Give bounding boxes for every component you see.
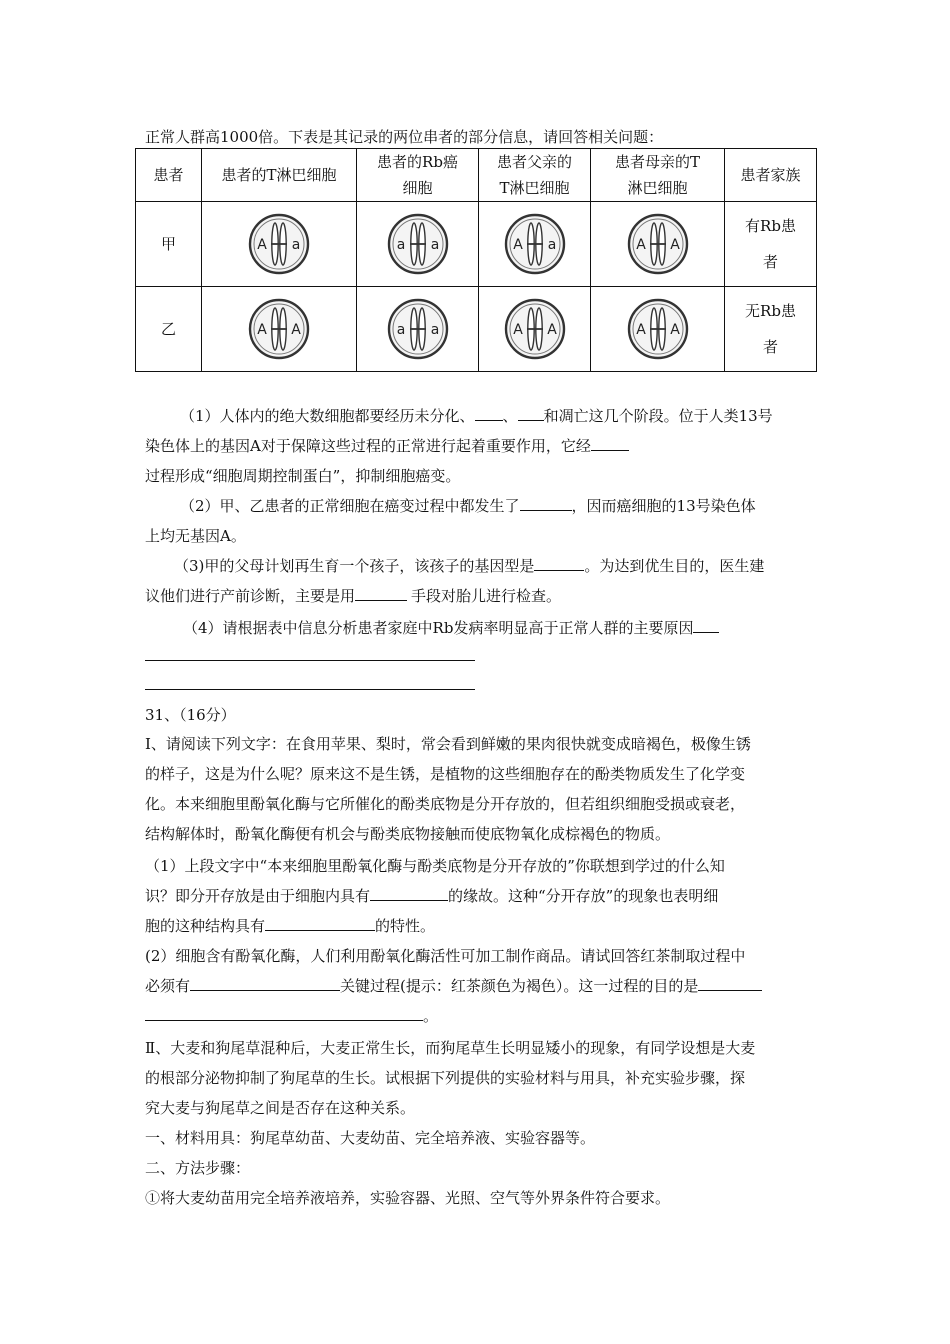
answer-blank[interactable]: [534, 556, 584, 571]
header-cell: 患者父亲的 T淋巴细胞: [479, 149, 591, 202]
cell-svg: [386, 297, 450, 361]
q31-p1-line: 结构解体时，酚氧化酶便有机会与酚类底物接触而使底物氧化成棕褐色的物质。: [145, 825, 671, 843]
step-1: ①将大麦幼苗用完全培养液培养，实验容器、光照、空气等外界条件符合要求。: [145, 1189, 671, 1207]
answer-blank[interactable]: [693, 618, 719, 633]
answer-blank[interactable]: [265, 916, 375, 931]
q31-p1-line: Ⅰ、请阅读下列文字：在食用苹果、梨时，常会看到鲜嫩的果肉很快就变成暗褐色，极像生锈: [145, 735, 751, 753]
cell-diagram: [479, 287, 590, 371]
header-cell: 患者的Rb癌 细胞: [357, 149, 479, 202]
answer-line[interactable]: [145, 660, 475, 661]
header-cell: 患者的T淋巴细胞: [202, 149, 357, 202]
allele-label: A: [635, 322, 646, 338]
q31-s1-line2: 识？即分开存放是由于细胞内具有 的缘故。这种“分开存放”的现象也表明细: [145, 887, 719, 905]
q3-line2: 议他们进行产前诊断，主要是用 手段对胎儿进行检查。: [145, 587, 562, 605]
allele-label: A: [669, 237, 680, 253]
allele-label: A: [669, 322, 680, 338]
allele-label: A: [512, 322, 523, 338]
method-title: 二、方法步骤：: [145, 1159, 251, 1177]
q31-s2-line1: (2）细胞含有酚氧化酶，人们利用酚氧化酶活性可加工制作商品。请试回答红茶制取过程中: [145, 947, 746, 965]
answer-blank[interactable]: [370, 886, 448, 901]
patient-name: 乙: [136, 287, 202, 372]
q31-p2-line: 究大麦与狗尾草之间是否存在这种关系。: [145, 1099, 416, 1117]
answer-blank[interactable]: [145, 1006, 423, 1021]
table-row: [136, 287, 817, 372]
materials-text: 一、材料用具：狗尾草幼苗、大麦幼苗、完全培养液、实验容器等。: [145, 1129, 596, 1147]
q31-s2-line2: 必须有 关键过程(提示：红茶颜色为褐色）。这一过程的目的是: [145, 976, 762, 996]
q31-s1-line3: 胞的这种结构具有 的特性。: [145, 917, 436, 935]
allele-label: A: [257, 322, 267, 338]
q2-line1: （2）甲、乙患者的正常细胞在癌变过程中都发生了 ，因而癌细胞的13号染色体: [180, 497, 756, 515]
family-history: 有Rb患 者: [725, 202, 817, 287]
q31-s1-line1: （1）上段文字中“本来细胞里酚氧化酶与酚类底物是分开存放的”你联想到学过的什么知: [145, 857, 725, 875]
allele-label: A: [291, 322, 301, 338]
header-cell: 患者母亲的T 淋巴细胞: [591, 149, 725, 202]
cell-diagram: [357, 287, 478, 371]
answer-blank[interactable]: [591, 436, 629, 451]
q31-s2-line3: 。: [145, 1006, 438, 1026]
q1-line1: （1）人体内的绝大数细胞都要经历未分化、 、 和凋亡这几个阶段。位于人类13号: [180, 407, 773, 425]
allele-label: a: [547, 237, 556, 253]
answer-blank[interactable]: [355, 586, 407, 601]
allele-label: a: [396, 237, 405, 253]
cell-svg: [247, 297, 311, 361]
cell-diagram: [202, 202, 356, 286]
header-cell: 患者: [136, 149, 202, 202]
cell-diagram: [202, 287, 356, 371]
cell-diagram: [479, 202, 590, 286]
table-header-row: [136, 149, 817, 202]
q3-line1: （3)甲的父母计划再生育一个孩子，该孩子的基因型是 。为达到优生目的，医生建: [174, 557, 765, 575]
answer-line[interactable]: [145, 689, 475, 690]
cell-svg: [247, 212, 311, 276]
cell-diagram: [357, 202, 478, 286]
answer-blank[interactable]: [518, 406, 544, 421]
allele-label: a: [291, 237, 301, 253]
table-row: [136, 202, 817, 287]
allele-label: A: [635, 237, 646, 253]
q1-line2: 染色体上的基因A对于保障这些过程的正常进行起着重要作用，它经: [145, 436, 629, 456]
allele-label: a: [430, 322, 439, 338]
patient-name: 甲: [136, 202, 202, 287]
cell-diagram: [591, 287, 724, 371]
answer-blank[interactable]: [190, 976, 340, 991]
cell-diagram: [591, 202, 724, 286]
cell-svg: [386, 212, 450, 276]
intro-text: 正常人群高1000倍。下表是其记录的两位串者的部分信息，请回答相关问题：: [145, 128, 664, 146]
answer-blank[interactable]: [520, 496, 572, 511]
q31-p2-line: 的根部分泌物抑制了狗尾草的生长。试根据下列提供的实验材料与用具，补充实验步骤，探: [145, 1069, 746, 1087]
allele-label: A: [546, 322, 557, 338]
patient-table: [135, 148, 817, 372]
allele-label: A: [257, 237, 267, 253]
cell-svg: [503, 212, 567, 276]
answer-blank[interactable]: [698, 976, 762, 991]
allele-label: A: [512, 237, 523, 253]
q2-line2: 上均无基因A。: [145, 527, 246, 545]
q31-title: 31、（16分）: [145, 706, 236, 724]
q1-line3: 过程形成“细胞周期控制蛋白”，抑制细胞癌变。: [145, 467, 461, 485]
allele-label: a: [430, 237, 439, 253]
allele-label: a: [396, 322, 405, 338]
q31-p1-line: 的样子，这是为什么呢？原来这不是生锈，是植物的这些细胞存在的酚类物质发生了化学变: [145, 765, 746, 783]
cell-svg: [503, 297, 567, 361]
q31-p2-line: Ⅱ、大麦和狗尾草混种后，大麦正常生长，而狗尾草生长明显矮小的现象，有同学设想是大麦: [145, 1039, 756, 1057]
answer-blank[interactable]: [475, 406, 503, 421]
cell-svg: [626, 212, 690, 276]
family-history: 无Rb患 者: [725, 287, 817, 372]
cell-svg: [626, 297, 690, 361]
q4-line1: （4）请根据表中信息分析患者家庭中Rb发病率明显高于正常人群的主要原因: [183, 618, 719, 638]
q31-p1-line: 化。本来细胞里酚氧化酶与它所催化的酚类底物是分开存放的，但若组织细胞受损或衰老，: [145, 795, 746, 813]
header-cell: 患者家族: [725, 149, 817, 202]
